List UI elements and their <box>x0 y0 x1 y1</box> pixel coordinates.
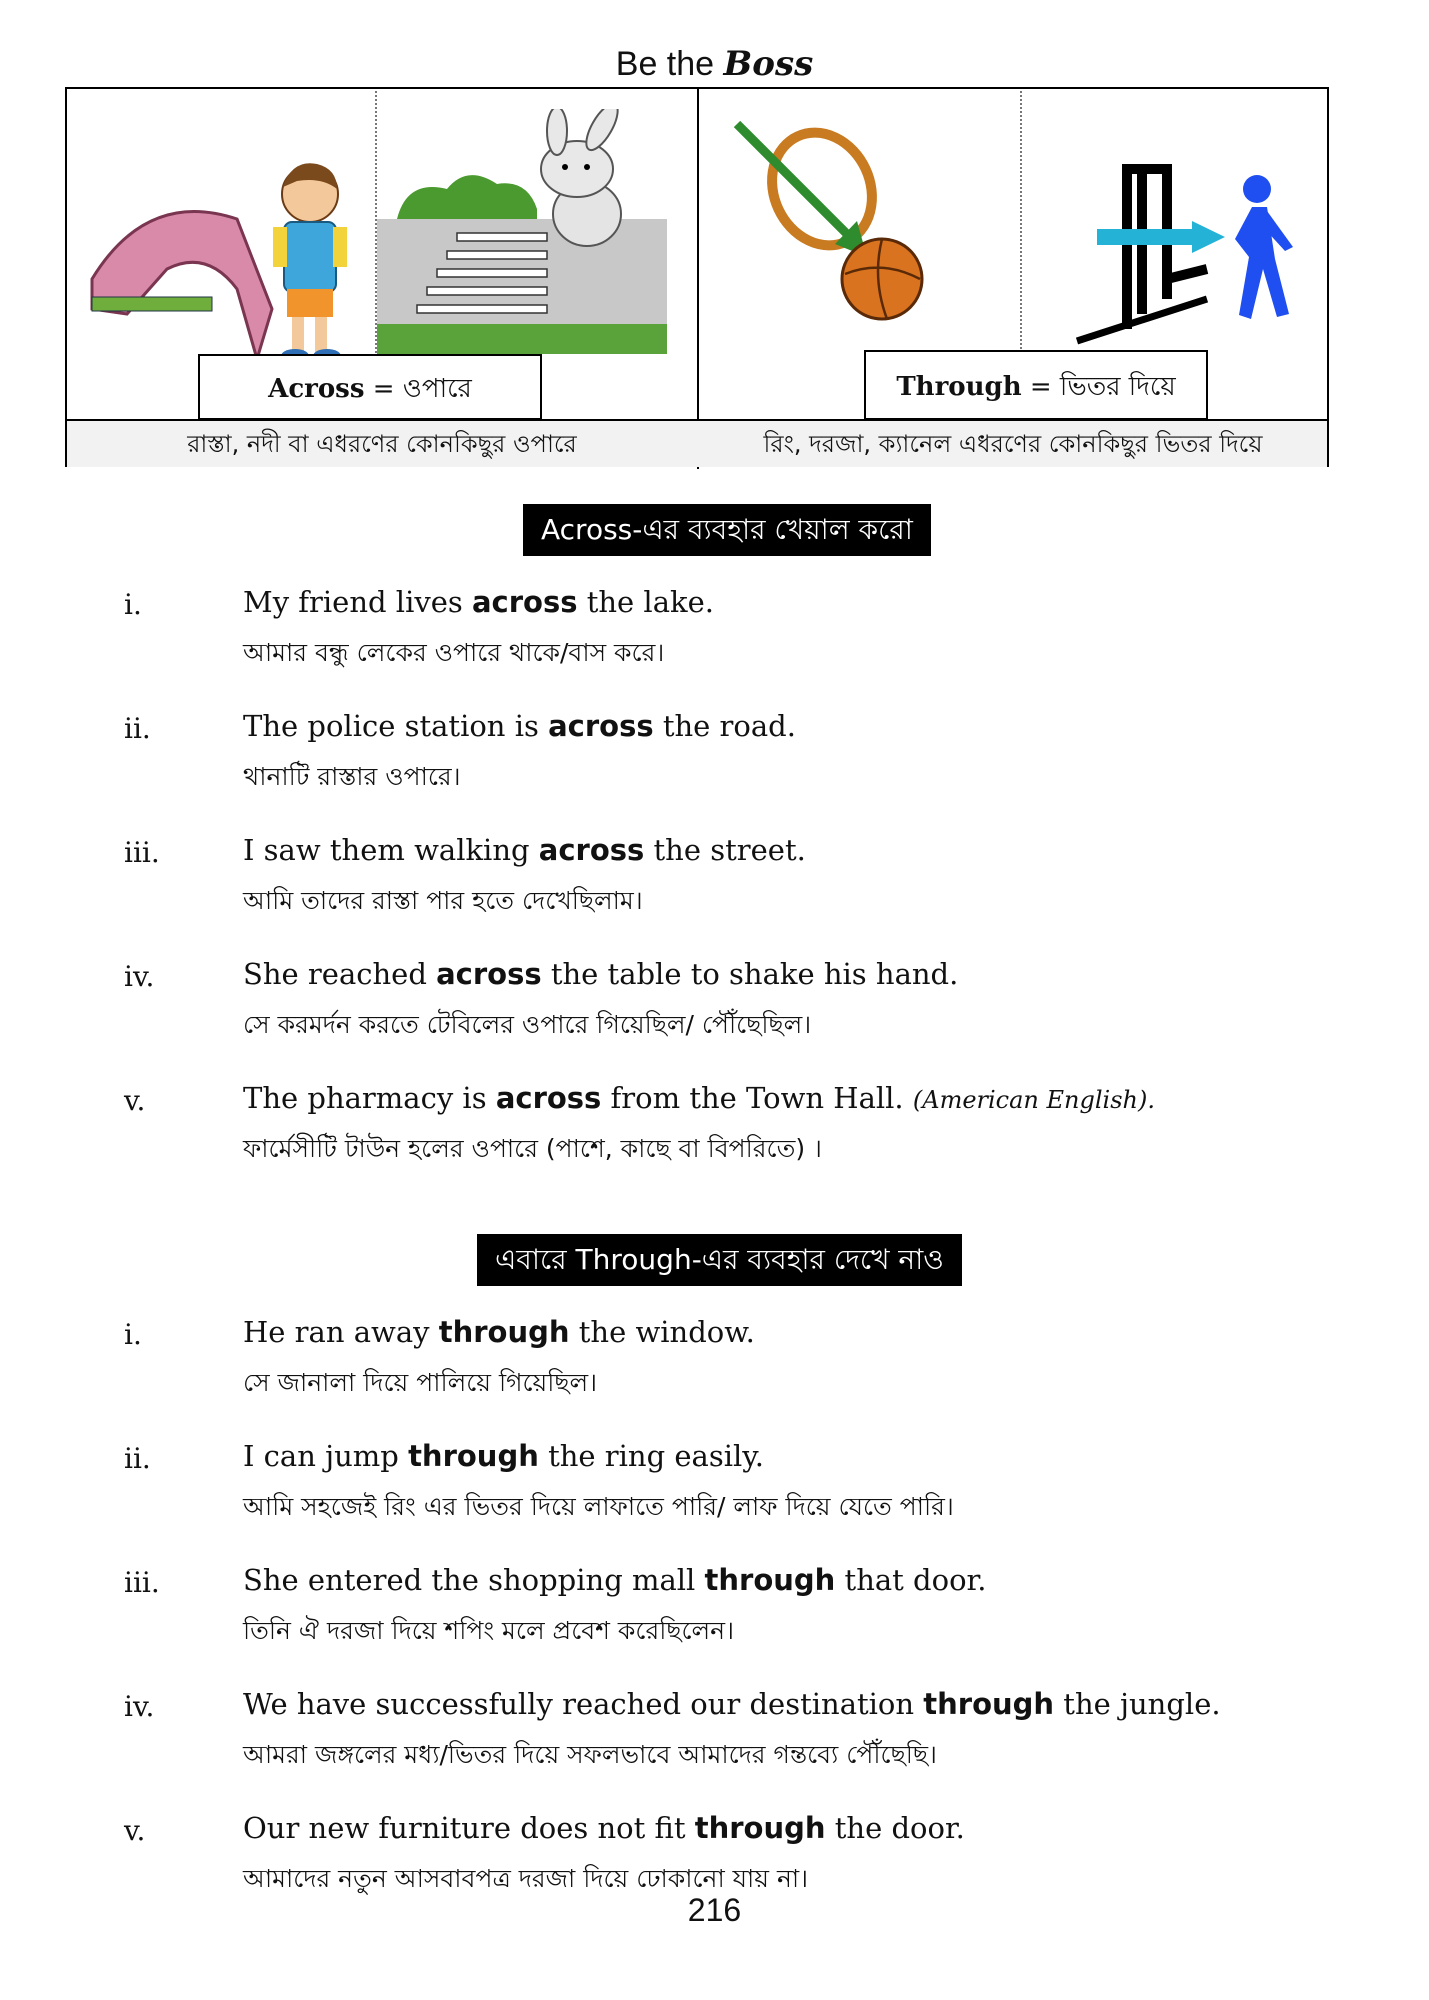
rabbit-eye-left <box>562 164 568 170</box>
bangla-translation: আমাদের নতুন আসবাবপত্র দরজা দিয়ে ঢোকানো যায় না। <box>243 1864 809 1893</box>
boy-shirt <box>284 222 336 292</box>
boy-sleeve-left <box>273 227 287 267</box>
list-number: ii. <box>124 712 151 745</box>
across-banner: Across-এর ব্যবহার খেয়াল করো <box>523 504 931 556</box>
bangla-translation: ফার্মেসীটি টাউন হলের ওপারে (পাশে, কাছে বা বিপরিতে) । <box>243 1134 822 1163</box>
example-sentence: She entered the shopping mall through that door. <box>243 1563 987 1597</box>
through-word: Through <box>896 372 1022 402</box>
through-meaning: = ভিতর দিয়ে <box>1021 372 1176 402</box>
bangla-translation: আমরা জঙ্গলের মধ্য/ভিতর দিয়ে সফলভাবে আমাদের গন্তব্যে পৌঁছেছি। <box>243 1740 937 1769</box>
example-sentence: We have successfully reached our destination through the jungle. <box>243 1687 1221 1721</box>
boy-shorts <box>287 289 333 317</box>
list-number: iv. <box>124 960 155 993</box>
center-divider <box>697 89 699 469</box>
boy-sleeve-right <box>333 227 347 267</box>
through-arrow-shaft <box>1097 229 1197 245</box>
person-body <box>1235 207 1289 319</box>
bridge-boy-illustration <box>87 129 387 389</box>
through-label-box <box>864 350 1208 420</box>
through-arrow-head <box>1192 221 1225 253</box>
example-sentence: She reached across the table to shake his hand. <box>243 957 959 991</box>
page-number: 216 <box>687 1892 742 1928</box>
through-banner: এবারে Through-এর ব্যবহার দেখে নাও <box>477 1234 962 1286</box>
list-number: ii. <box>124 1442 151 1475</box>
bush <box>397 175 537 224</box>
across-meaning: = ওপারে <box>364 374 472 404</box>
ball-ring-illustration <box>727 109 967 349</box>
example-sentence: My friend lives across the lake. <box>243 585 714 619</box>
illustration-table <box>65 87 1329 467</box>
header-prefix: Be the <box>615 45 715 83</box>
rabbit-eye-right <box>584 164 590 170</box>
across-word: Across <box>268 374 365 404</box>
list-number: iii. <box>124 836 160 869</box>
bangla-translation: আমার বন্ধু লেকের ওপারে থাকে/বাস করে। <box>243 638 665 667</box>
example-sentence: I saw them walking across the street. <box>243 833 806 867</box>
list-number: v. <box>124 1084 146 1117</box>
rabbit-ear-left <box>547 109 567 155</box>
bridge-shape <box>92 212 272 360</box>
list-number: iii. <box>124 1566 160 1599</box>
example-sentence: He ran away through the window. <box>243 1315 755 1349</box>
rabbit-road-illustration <box>377 109 667 359</box>
bangla-translation: সে জানালা দিয়ে পালিয়ে গিয়েছিল। <box>243 1368 598 1397</box>
list-number: i. <box>124 1318 142 1351</box>
across-label-box <box>198 354 542 420</box>
caption-row <box>67 419 1327 467</box>
example-sentence: The police station is across the road. <box>243 709 796 743</box>
person-head <box>1243 175 1271 203</box>
grass-bottom <box>377 324 667 354</box>
page-header <box>0 44 1429 84</box>
boy-leg-right <box>315 317 327 352</box>
example-sentence: Our new furniture does not fit through the door. <box>243 1811 965 1845</box>
bangla-translation: সে করমর্দন করতে টেবিলের ওপারে গিয়েছিল/ পৌঁছেছিল। <box>243 1010 812 1039</box>
across-caption: রাস্তা, নদী বা এধরণের কোনকিছুর ওপারে <box>187 430 577 458</box>
boy-leg-left <box>292 317 304 352</box>
grass-strip <box>92 297 212 311</box>
bangla-translation: আমি সহজেই রিং এর ভিতর দিয়ে লাফাতে পারি/ লাফ দিয়ে যেতে পারি। <box>243 1492 954 1521</box>
door-person-illustration <box>1057 129 1307 359</box>
list-number: i. <box>124 588 142 621</box>
through-caption: রিং, দরজা, ক্যানেল এধরণের কোনকিছুর ভিতর দিয়ে <box>763 430 1263 458</box>
example-sentence: The pharmacy is across from the Town Hall. (American English). <box>243 1081 1155 1115</box>
list-number: iv. <box>124 1690 155 1723</box>
bangla-translation: আমি তাদের রাস্তা পার হতে দেখেছিলাম। <box>243 886 643 915</box>
usage-note: (American English). <box>912 1086 1155 1114</box>
bangla-translation: থানাটি রাস্তার ওপারে। <box>243 762 461 791</box>
header-boss: Boss <box>723 44 814 84</box>
example-sentence: I can jump through the ring easily. <box>243 1439 765 1473</box>
list-number: v. <box>124 1814 146 1847</box>
bangla-translation: তিনি ঐ দরজা দিয়ে শপিং মলে প্রবেশ করেছিলেন। <box>243 1616 735 1645</box>
